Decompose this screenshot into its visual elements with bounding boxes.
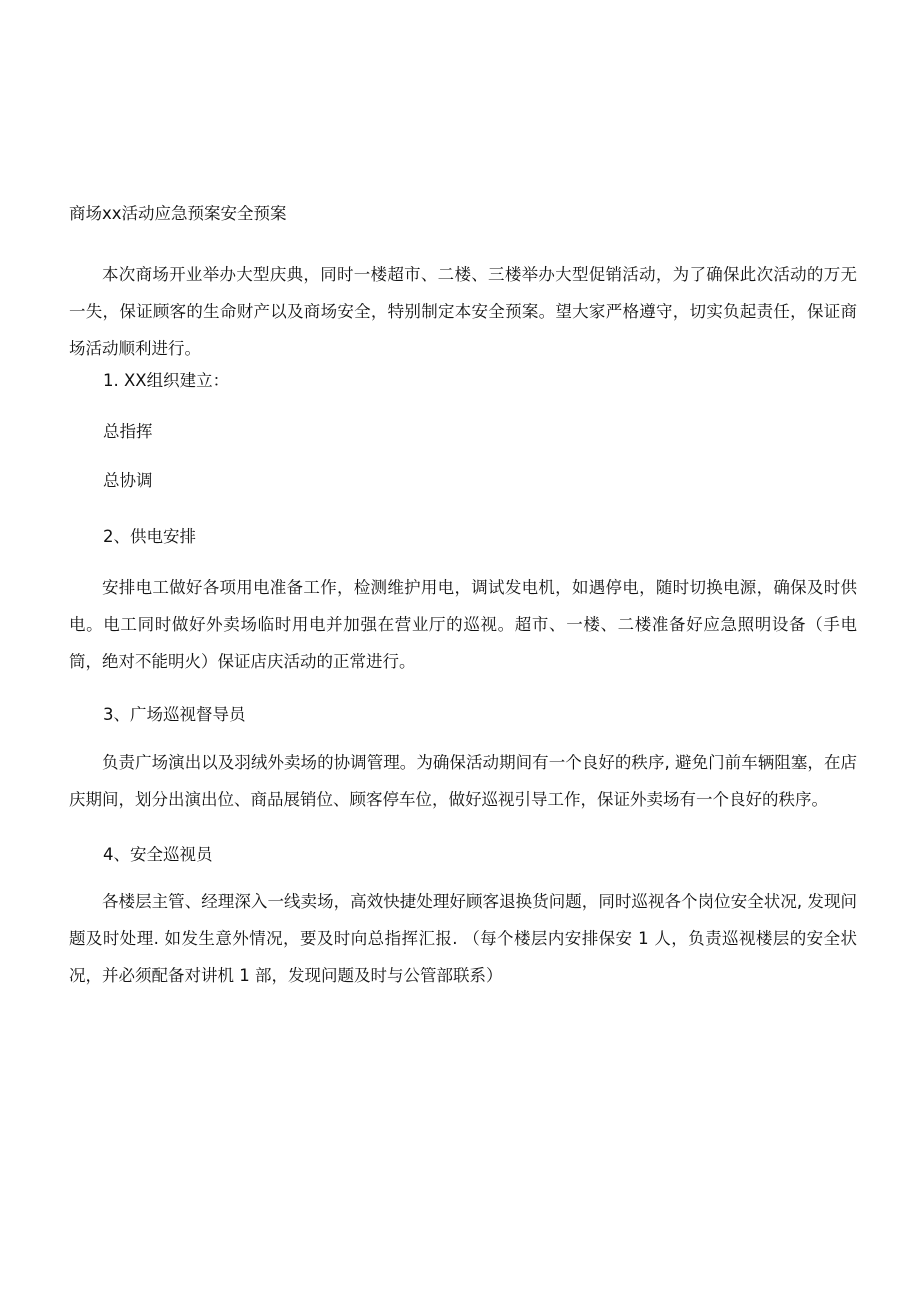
section1-item-commander: 总指挥	[103, 422, 153, 441]
section2-heading: 2、供电安排	[103, 527, 196, 546]
section1-heading: 1. XX组织建立：	[103, 371, 230, 390]
section1-item-coordinator: 总协调	[103, 471, 153, 490]
section4-heading: 4、安全巡视员	[103, 845, 213, 864]
section3-paragraph: 负责广场演出以及羽绒外卖场的协调管理。为确保活动期间有一个良好的秩序, 避免门前车辆阻塞，在店庆期间，划分出演出位、商品展销位、顾客停车位，做好巡视引导工作，保证外卖场有一个良好的秩序。	[69, 753, 857, 809]
intro-paragraph: 本次商场开业举办大型庆典，同时一楼超市、二楼、三楼举办大型促销活动，为了确保此次活动的万无一失，保证顾客的生命财产以及商场安全，特别制定本安全预案。望大家严格遵守，切实负起责任，保证商场活动顺利进行。	[69, 265, 857, 358]
section2-paragraph: 安排电工做好各项用电准备工作，检测维护用电，调试发电机，如遇停电，随时切换电源，确保及时供电。电工同时做好外卖场临时用电并加强在营业厅的巡视。超市、一楼、二楼准备好应急照明设备（手电筒，绝对不能明火）保证店庆活动的正常进行。	[69, 578, 857, 671]
document-title: 商场xx活动应急预案安全预案	[69, 204, 287, 223]
section4-paragraph: 各楼层主管、经理深入一线卖场，高效快捷处理好顾客退换货问题，同时巡视各个岗位安全状况, 发现问题及时处理. 如发生意外情况，要及时向总指挥汇报. （每个楼层内安排保安 1 人，负责巡视楼层的安全状况，并必须配备对讲机 1 部，发现问题及时与公管部联系）	[69, 892, 857, 985]
section3-heading: 3、广场巡视督导员	[103, 705, 246, 724]
